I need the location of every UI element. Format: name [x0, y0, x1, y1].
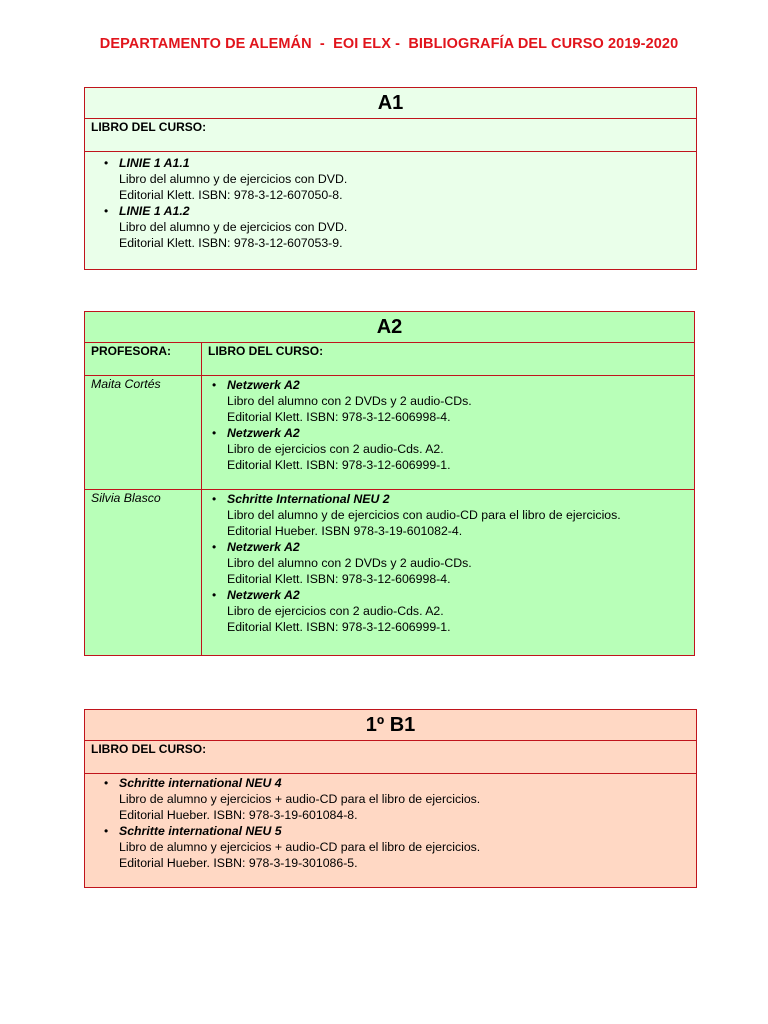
- book-description: Libro de alumno y ejercicios + audio-CD para el libro de ejercicios.: [119, 840, 481, 854]
- a2-course-book-label: LIBRO DEL CURSO:: [202, 343, 695, 376]
- book-description: Libro de ejercicios con 2 audio-Cds. A2.: [227, 442, 444, 456]
- a2-row1-book-list: [212, 377, 694, 473]
- a1-table: [84, 87, 697, 270]
- list-item: [104, 203, 696, 251]
- list-item: [104, 155, 696, 203]
- book-title: Netzwerk A2: [227, 426, 300, 440]
- teacher-name: Silvia Blasco: [85, 490, 202, 656]
- a2-heading: A2: [85, 312, 695, 343]
- book-title: Schritte international NEU 4: [119, 776, 282, 790]
- bullet-icon: •: [212, 426, 217, 440]
- b1-heading: 1º B1: [85, 710, 697, 741]
- bullet-icon: •: [212, 540, 217, 554]
- bullet-icon: •: [212, 492, 217, 506]
- page-title: DEPARTAMENTO DE ALEMÁN - EOI ELX - BIBLIOGRAFÍA DEL CURSO 2019-2020: [99, 36, 679, 52]
- book-description: Libro del alumno con 2 DVDs y 2 audio-CDs.: [227, 394, 472, 408]
- a2-table: [84, 311, 695, 656]
- book-description: Libro del alumno con 2 DVDs y 2 audio-CDs.: [227, 556, 472, 570]
- book-publisher: Editorial Klett. ISBN: 978-3-12-607053-9.: [119, 236, 343, 250]
- list-item: [212, 587, 694, 635]
- book-title: LINIE 1 A1.1: [119, 156, 190, 170]
- book-publisher: Editorial Klett. ISBN: 978-3-12-606998-4.: [227, 572, 451, 586]
- a1-course-book-label: LIBRO DEL CURSO:: [85, 119, 697, 152]
- b1-table: [84, 709, 697, 888]
- book-publisher: Editorial Hueber. ISBN 978-3-19-601082-4.: [227, 524, 463, 538]
- book-publisher: Editorial Hueber. ISBN: 978-3-19-301086-5.: [119, 856, 358, 870]
- book-publisher: Editorial Klett. ISBN: 978-3-12-606998-4.: [227, 410, 451, 424]
- list-item: [212, 539, 694, 587]
- b1-book-list: [104, 775, 696, 871]
- bullet-icon: •: [104, 204, 109, 218]
- a2-row2-book-list: [212, 491, 694, 635]
- book-description: Libro de alumno y ejercicios + audio-CD para el libro de ejercicios.: [119, 792, 481, 806]
- list-item: [104, 823, 696, 871]
- book-title: LINIE 1 A1.2: [119, 204, 190, 218]
- bullet-icon: •: [104, 776, 109, 790]
- b1-book-list-cell: [85, 774, 697, 888]
- book-description: Libro del alumno y de ejercicios con DVD.: [119, 172, 348, 186]
- list-item: [212, 491, 694, 539]
- book-publisher: Editorial Klett. ISBN: 978-3-12-607050-8.: [119, 188, 343, 202]
- bullet-icon: •: [212, 588, 217, 602]
- list-item: [212, 377, 694, 425]
- bullet-icon: •: [104, 156, 109, 170]
- book-description: Libro del alumno y de ejercicios con audio-CD para el libro de ejercicios.: [227, 508, 621, 522]
- bullet-icon: •: [212, 378, 217, 392]
- a2-row1-book-list-cell: [202, 376, 695, 490]
- bullet-icon: •: [104, 824, 109, 838]
- book-publisher: Editorial Klett. ISBN: 978-3-12-606999-1.: [227, 620, 451, 634]
- a2-teacher-label: PROFESORA:: [85, 343, 202, 376]
- a1-book-list-cell: [85, 152, 697, 270]
- book-title: Netzwerk A2: [227, 378, 300, 392]
- a1-book-list: [104, 155, 696, 251]
- teacher-name: Maita Cortés: [85, 376, 202, 490]
- book-description: Libro de ejercicios con 2 audio-Cds. A2.: [227, 604, 444, 618]
- book-title: Schritte International NEU 2: [227, 492, 390, 506]
- a1-heading: A1: [85, 88, 697, 119]
- book-title: Schritte international NEU 5: [119, 824, 282, 838]
- book-publisher: Editorial Klett. ISBN: 978-3-12-606999-1.: [227, 458, 451, 472]
- book-title: Netzwerk A2: [227, 588, 300, 602]
- list-item: [104, 775, 696, 823]
- b1-course-book-label: LIBRO DEL CURSO:: [85, 741, 697, 774]
- book-description: Libro del alumno y de ejercicios con DVD.: [119, 220, 348, 234]
- list-item: [212, 425, 694, 473]
- book-publisher: Editorial Hueber. ISBN: 978-3-19-601084-8.: [119, 808, 358, 822]
- book-title: Netzwerk A2: [227, 540, 300, 554]
- a2-row2-book-list-cell: [202, 490, 695, 656]
